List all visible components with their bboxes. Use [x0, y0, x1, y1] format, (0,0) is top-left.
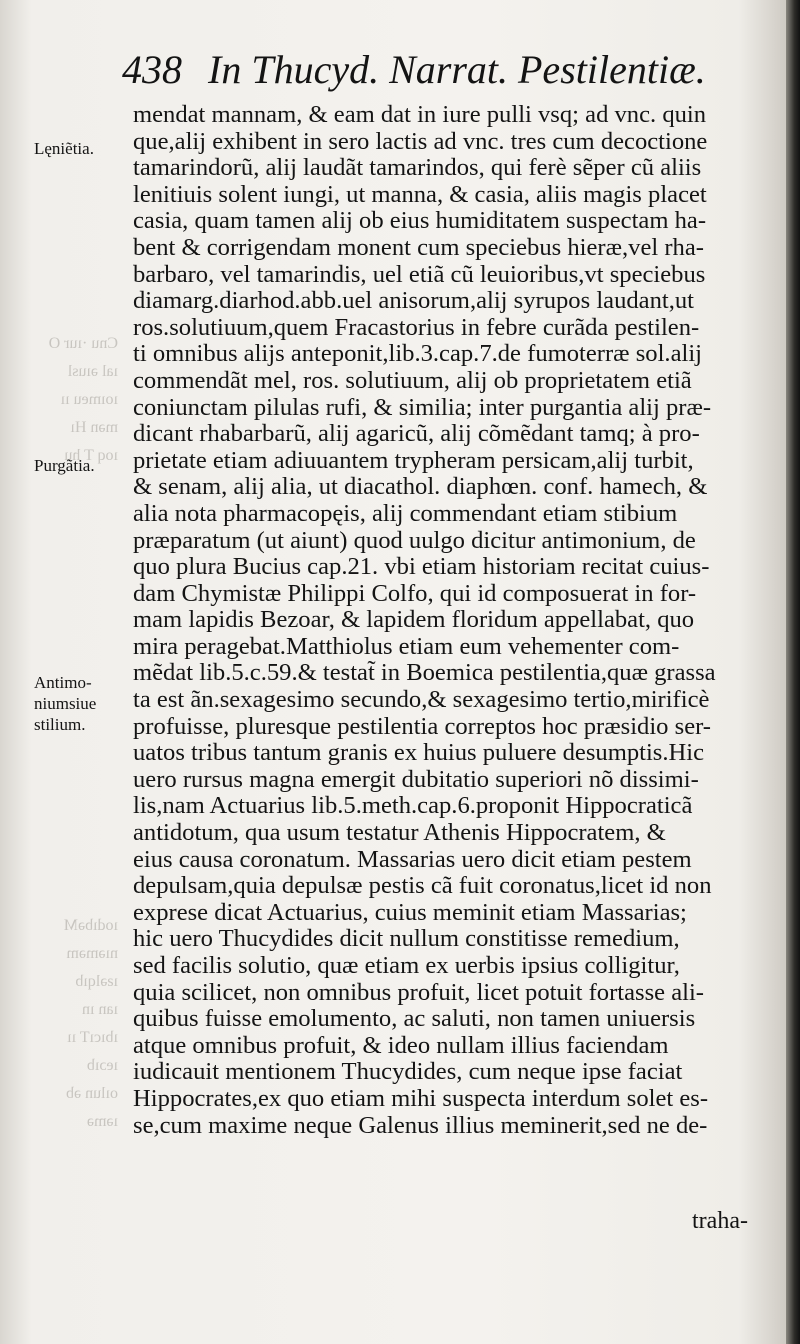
running-title: In Thucyd. Narrat. Pestilentiæ. [208, 47, 706, 92]
text-line: alia nota pharmacopęis, alij commendant etiam stibium [133, 500, 678, 527]
text-line: ta est ãn.sexagesimo secundo,& sexagesimo tertio,mirificè [133, 687, 710, 714]
text-line: lis,nam Actuarius lib.5.meth.cap.6.proponit Hippocraticã [133, 793, 693, 820]
text-line: mẽdat lib.5.c.59.& testat̃ in Boemica pestilentia,quæ grassa [133, 660, 716, 687]
show-through-lower: ıodıbəM nıəməm ıƨəlqıb ıan ın ıbıcıT ıı ıeɔıb oılun əb ıəmə [63, 917, 118, 1130]
page-number: 438 [122, 47, 182, 92]
text-line: quibus fuisse emolumento, ac saluti, non tamen uniuersis [133, 1006, 696, 1033]
text-line: dicant rhabarbarũ, alij agaricũ, alij cõmẽdant tamq; à pro- [133, 421, 700, 448]
text-line: se,cum maxime neque Galenus illius meminerit,sed ne de- [133, 1112, 708, 1139]
catchword: traha- [692, 1208, 748, 1234]
text-line: atque omnibus profuit, & ideo nullam illius faciendam [133, 1032, 669, 1059]
text-line: eius causa coronatum. Massarias uero dicit etiam pestem [133, 846, 692, 873]
text-line: Hippocrates,ex quo etiam mihi suspecta interdum solet es- [133, 1085, 709, 1112]
text-line: ti omnibus alijs anteponit,lib.3.cap.7.de fumoterræ sol.alij [133, 341, 702, 368]
text-line: diamarg.diarhod.abb.uel anisorum,alij syrupos laudant,ut [133, 288, 694, 315]
body-text [133, 102, 773, 1139]
text-line: depulsam,quia depulsæ pestis cã fuit coronatus,licet id non [133, 873, 712, 900]
text-line: antidotum, qua usum testatur Athenis Hippocratem, & [133, 820, 666, 847]
running-header [122, 46, 722, 94]
text-line: dam Chymistæ Philippi Colfo, qui id composuerat in for- [133, 580, 697, 607]
text-line: ros.solutiuum,quem Fracastorius in febre curãda pestilen- [133, 314, 700, 341]
margin-note-purgantia: Purgãtia. [34, 456, 95, 475]
text-line: tamarindorũ, alij laudãt tamarindos, qui ferè sẽper cũ aliis [133, 155, 702, 182]
text-line: præparatum (ut aiunt) quod uulgo dicitur antimonium, de [133, 527, 696, 554]
text-line: casia, quam tamen alij ob eius humiditatem suspectam ha- [133, 208, 707, 235]
text-line: uatos tribus tantum granis ex huius puluere desumptis.Hic [133, 740, 705, 767]
margin-note-antimonium-3: stilium. [34, 715, 86, 734]
text-line: profuisse, pluresque pestilentia correptos hoc præsidio ser- [133, 713, 712, 740]
text-line: mendat mannam, & eam dat in iure pulli vsq; ad vnc. quin [133, 102, 707, 128]
text-line: & senam, alij alia, ut diacathol. diaphœn. conf. hamech, & [133, 474, 708, 501]
text-line: mam lapidis Bezoar, & lapidem floridum appellabat, quo [133, 607, 695, 634]
show-through-upper: Cnu ·ıur O ıal əıusl ıoımeu ıı mən Hı ıoq T hu [48, 335, 118, 464]
text-line: exprese dicat Actuarius, cuius meminit etiam Massarias; [133, 899, 687, 926]
margin-note-antimonium-2: niumsiue [34, 694, 97, 713]
page-edge-shadow [786, 0, 800, 1344]
text-line: uero rursus magna emergit dubitatio superiori nõ dissimi- [133, 766, 699, 793]
text-line: prietate etiam adiuuantem trypheram persicam,alij turbit, [133, 447, 694, 474]
text-line: sed facilis solutio, quæ etiam ex uerbis ipsius colligitur, [133, 953, 680, 979]
text-line: iudicauit mentionem Thucydides, cum neque ipse faciat [133, 1059, 683, 1086]
text-line: quia scilicet, non omnibus profuit, licet potuit fortasse ali- [133, 979, 705, 1006]
margin-note-antimonium-1: Antimo- [34, 673, 92, 692]
text-line: hic uero Thucydides dicit nullum constitisse remedium, [133, 926, 680, 953]
text-line: quo plura Bucius cap.21. vbi etiam historiam recitat cuius- [133, 554, 710, 581]
text-line: commendãt mel, ros. solutiuum, alij ob proprietatem etiã [133, 367, 692, 394]
text-line: barbaro, vel tamarindis, uel etiã cũ leuioribus,vt speciebus [133, 261, 706, 288]
text-line: mira peragebat.Matthiolus etiam eum vehementer com- [133, 633, 680, 660]
text-line: que,alij exhibent in sero lactis ad vnc. tres cum decoctione [133, 128, 708, 155]
margin-note-lenientia: Lęniẽtia. [34, 139, 94, 158]
text-line: lenitiuis solent iungi, ut manna, & casia, aliis magis placet [133, 181, 707, 208]
text-line: bent & corrigendam monent cum speciebus hieræ,vel rha- [133, 234, 704, 261]
text-line: coniunctam pilulas rufi, & similia; inter purgantia alij præ- [133, 394, 712, 421]
